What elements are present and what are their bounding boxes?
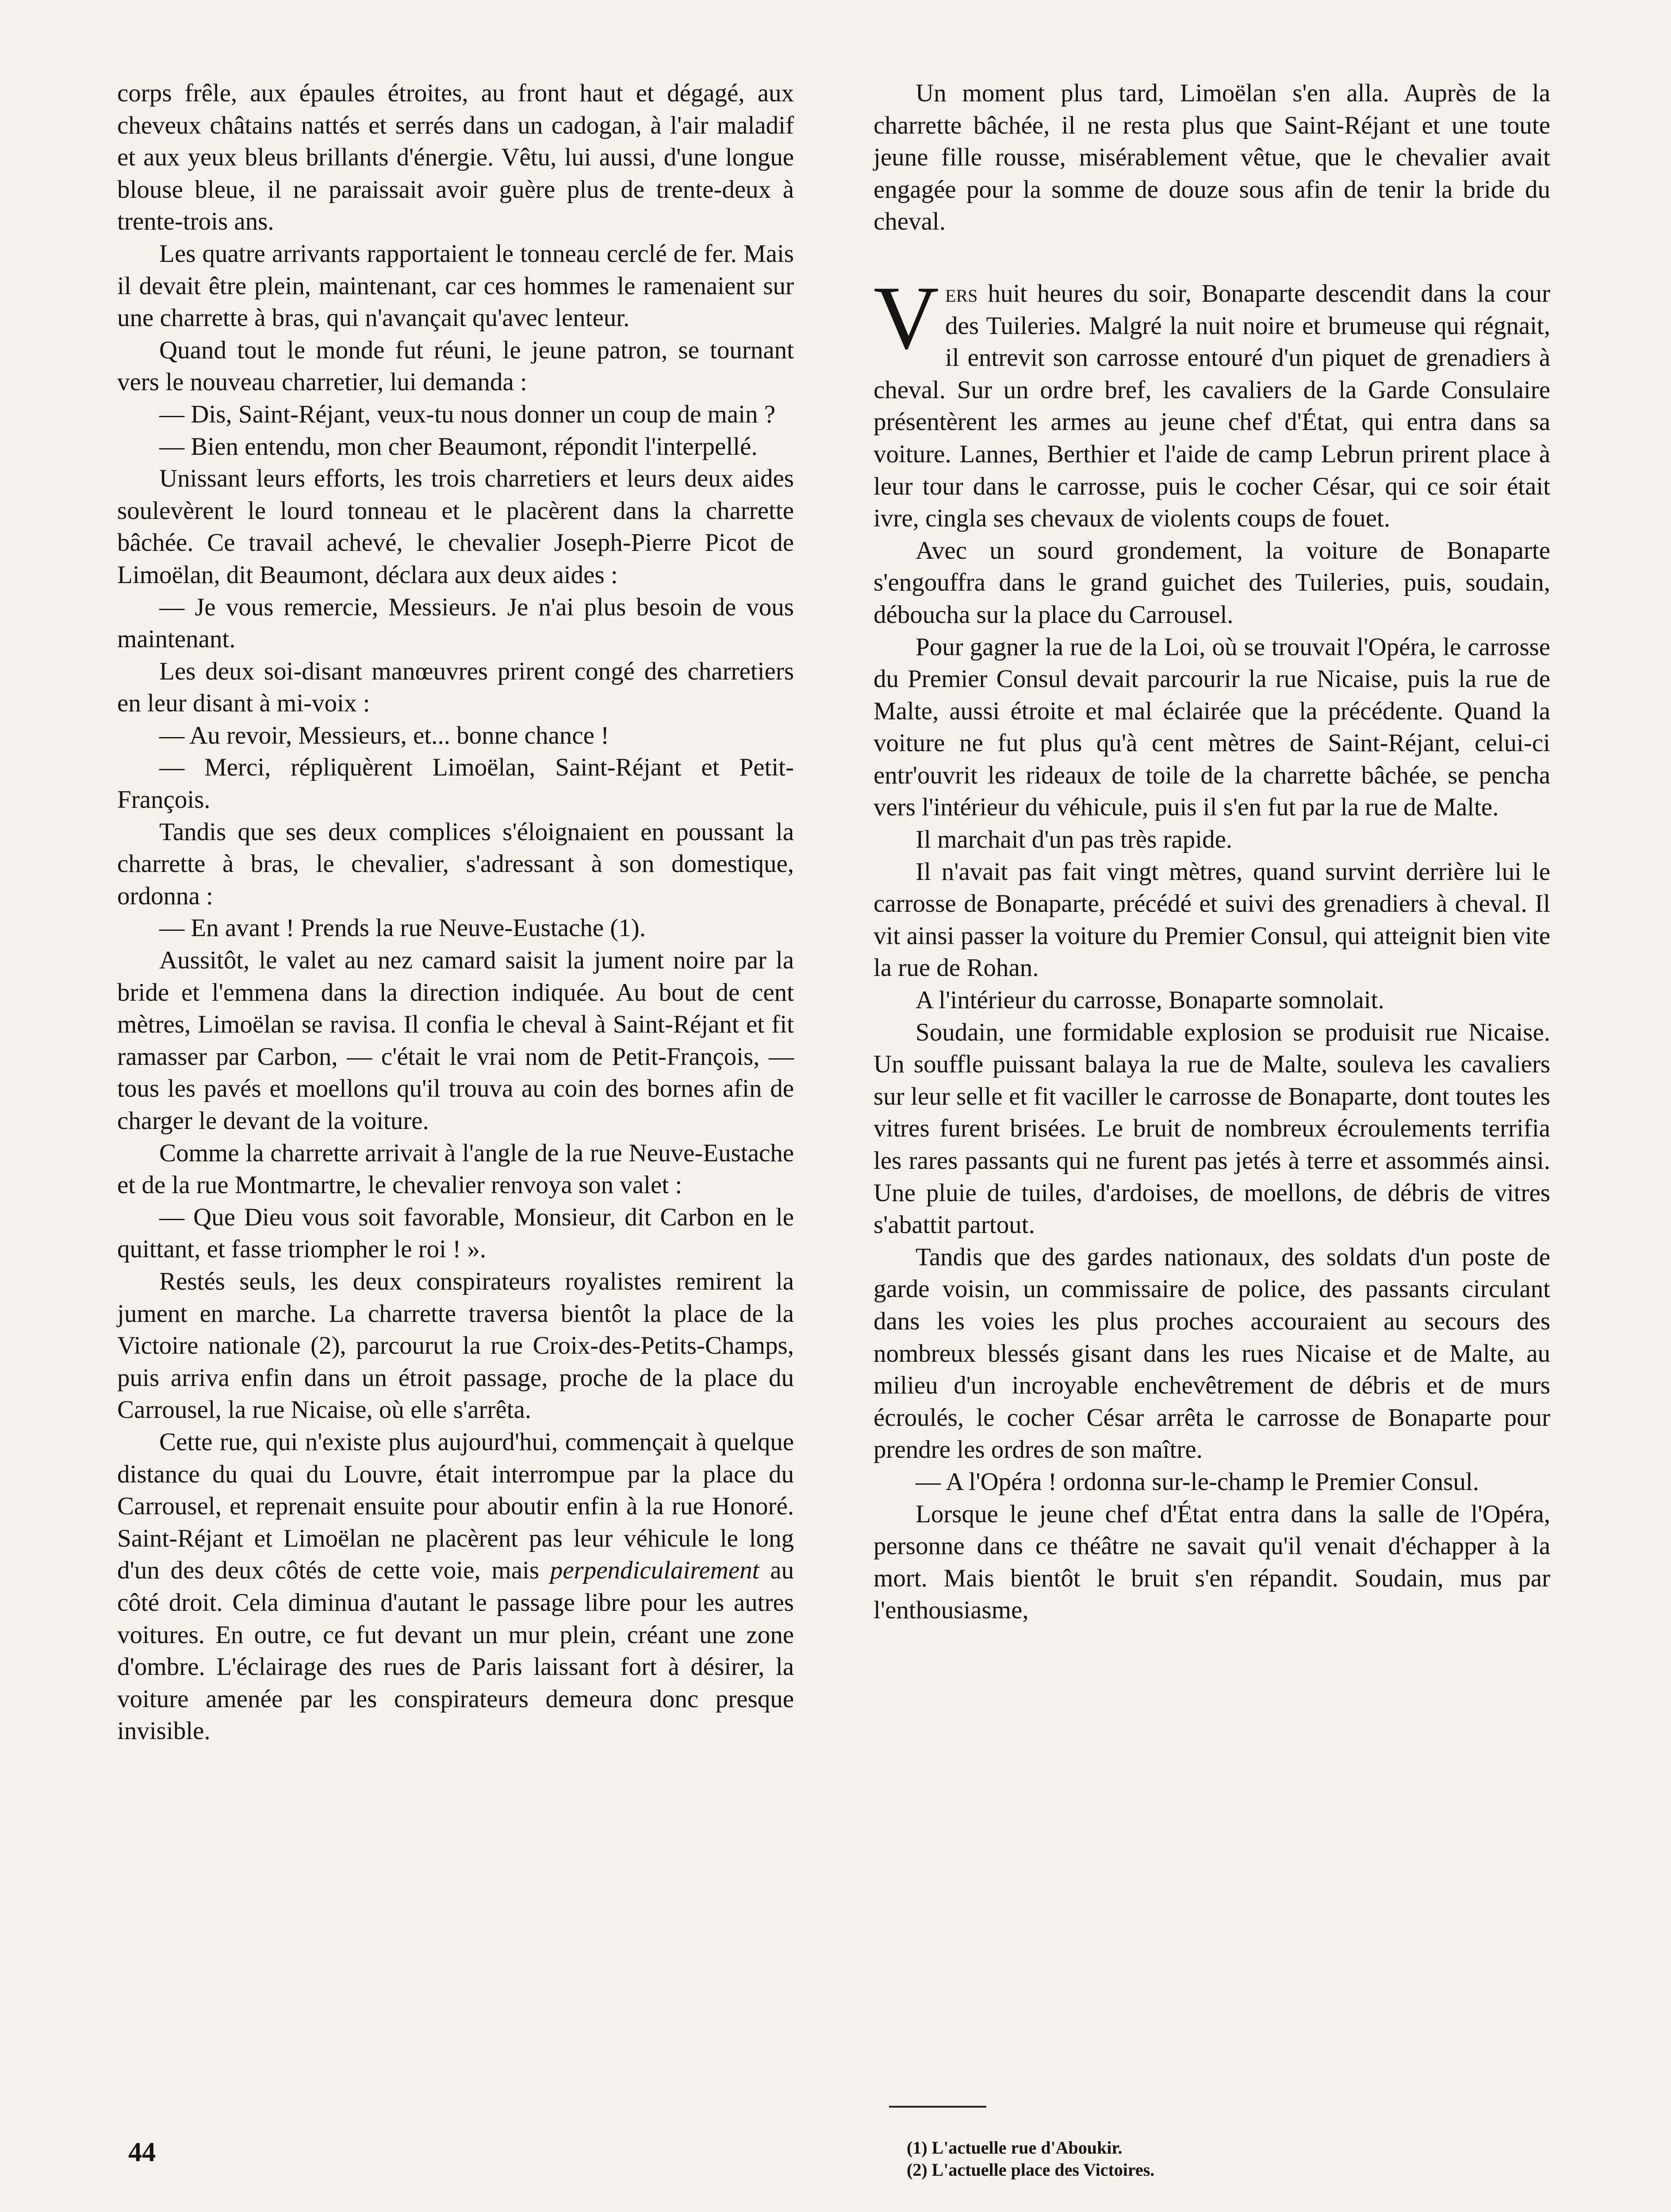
paragraph: Les deux soi-disant manœuvres prirent congé des charretiers en leur disant à mi-voix : <box>117 657 794 718</box>
footnote-divider <box>889 2106 986 2108</box>
italic-emphasis: perpendiculairement <box>550 1556 759 1585</box>
paragraph: Tandis que des gardes nationaux, des soldats d'un poste de garde voisin, un commissaire de police, des passants circulant dans les voies les plus proches accouraient au secours des nombreux blessés gisant dans les rues Nicaise et de Malte, au milieu d'un incroyable enchevêtrement de débris et de murs écroulés, le cocher César arrêta le carrosse de Bonaparte pour prendre les ordres de son maître. <box>874 1243 1550 1464</box>
paragraph: Aussitôt, le valet au nez camard saisit la jument noire par la bride et l'emmena dans la direction indiquée. Au bout de cent mètres, Limoëlan se ravisa. Il confia le cheval à Saint-Réjant et fit ramasser par Carbon, — c'était le vrai nom de Petit-François, — tous les pavés et moellons qu'il trouva au coin des bornes afin de charger le devant de la voiture. <box>117 946 794 1135</box>
dialogue-line: — Bien entendu, mon cher Beaumont, répondit l'interpellé. <box>159 432 758 461</box>
paragraph: corps frêle, aux épaules étroites, au front haut et dégagé, aux cheveux châtains nattés et serrés dans un cadogan, à l'air maladif et aux yeux bleus brillants d'énergie. Vêtu, lui aussi, d'une longue blouse bleue, il ne paraissait avoir guère plus de trente-deux à trente-trois ans. <box>117 79 794 236</box>
text-run: Cette rue, qui n'existe plus aujourd'hui, commençait à quelque distance du quai du Louvre, était interrompue par la place du Carrousel, et reprenait ensuite pour aboutir enfin à la rue Honoré. Saint-Réjant et Limoëlan ne placèrent pas leur véhicule le long d'un des deux côtés de cette voie, mais <box>117 1428 794 1585</box>
page-number: 44 <box>128 2137 156 2167</box>
dialogue-line: — A l'Opéra ! ordonna sur-le-champ le Premier Consul. <box>916 1467 1479 1496</box>
paragraph: Il marchait d'un pas très rapide. <box>916 826 1233 854</box>
left-text-column <box>117 77 794 1747</box>
footnote: (2) L'actuelle place des Victoires. <box>907 2160 1155 2180</box>
dialogue-line: — Que Dieu vous soit favorable, Monsieur, dit Carbon en le quittant, et fasse triompher le roi ! ». <box>117 1203 794 1263</box>
paragraph: Comme la charrette arrivait à l'angle de la rue Neuve-Eustache et de la rue Montmartre, le chevalier renvoya son valet : <box>117 1139 794 1199</box>
paragraph: Restés seuls, les deux conspirateurs royalistes remirent la jument en marche. La charrette traversa bientôt la place de la Victoire nationale (2), parcourut la rue Croix-des-Petits-Champs, puis arriva enfin dans un étroit passage, proche de la place du Carrousel, la rue Nicaise, où elle s'arrêta. <box>117 1267 794 1424</box>
drop-cap: V <box>874 267 939 368</box>
paragraph: Lorsque le jeune chef d'État entra dans la salle de l'Opéra, personne dans ce théâtre ne savait qu'il venait d'échapper à la mort. Mais bientôt le bruit s'en répandit. Soudain, mus par l'enthousiasme, <box>874 1500 1550 1624</box>
dialogue-line: — Au revoir, Messieurs, et... bonne chance ! <box>159 721 609 749</box>
dialogue-line: — Je vous remercie, Messieurs. Je n'ai plus besoin de vous maintenant. <box>117 593 794 653</box>
paragraph: A l'intérieur du carrosse, Bonaparte somnolait. <box>916 986 1384 1014</box>
paragraph: Quand tout le monde fut réuni, le jeune patron, se tournant vers le nouveau charretier, lui demanda : <box>117 336 794 396</box>
footnotes <box>907 2137 1154 2181</box>
footnote: (1) L'actuelle rue d'Aboukir. <box>907 2138 1123 2158</box>
paragraph: Tandis que ses deux complices s'éloignaient en poussant la charrette à bras, le chevalier, s'adressant à son domestique, ordonna : <box>117 818 794 910</box>
text-run: huit heures du soir, Bonaparte descendit dans la cour des Tuileries. Malgré la nuit noire et brumeuse qui régnait, il entrevit son carrosse entouré d'un piquet de grenadiers à cheval. Sur un ordre bref, les cavaliers de la Garde Consulaire présentèrent les armes au jeune chef d'État, qui entra dans sa voiture. Lannes, Berthier et l'aide de camp Lebrun prirent place à leur tour dans le carrosse, puis le cocher César, qui ce soir était ivre, cingla ses chevaux de violents coups de fouet. <box>874 279 1550 533</box>
paragraph: Pour gagner la rue de la Loi, où se trouvait l'Opéra, le carrosse du Premier Consul devait parcourir la rue Nicaise, puis la rue de Malte, aussi étroite et mal éclairée que la précédente. Quand la voiture ne fut plus qu'à cent mètres de Saint-Réjant, celui-ci entr'ouvrit les rideaux de toile de la charrette bâchée, se pencha vers l'intérieur du véhicule, puis il s'en fut par la rue de Malte. <box>874 633 1550 822</box>
right-text-column <box>874 77 1550 1627</box>
paragraph: Soudain, une formidable explosion se produisit rue Nicaise. Un souffle puissant balaya la rue de Malte, souleva les cavaliers sur leur selle et fit vaciller le carrosse de Bonaparte, dont toutes les vitres furent brisées. Le bruit de nombreux écroulements terrifia les rares passants qui ne furent pas jetés à terre et assommés ainsi. Une pluie de tuiles, d'ardoises, de moellons, de débris de vitres s'abattit partout. <box>874 1018 1550 1239</box>
section-opening-paragraph <box>874 267 1550 535</box>
paragraph: Il n'avait pas fait vingt mètres, quand survint derrière lui le carrosse de Bonaparte, précédé et suivi des grenadiers à cheval. Il vit ainsi passer la voiture du Premier Consul, qui atteignit bien vite la rue de Rohan. <box>874 857 1550 982</box>
dialogue-line: — Dis, Saint-Réjant, veux-tu nous donner un coup de main ? <box>159 400 776 428</box>
paragraph: Avec un sourd grondement, la voiture de Bonaparte s'engouffra dans le grand guichet des Tuileries, puis, soudain, déboucha sur la place du Carrousel. <box>874 536 1550 629</box>
small-caps-text: ers <box>945 279 978 307</box>
paragraph: Un moment plus tard, Limoëlan s'en alla. Auprès de la charrette bâchée, il ne resta plus que Saint-Réjant et une toute jeune fille rousse, misérablement vêtue, que le chevalier avait engagée pour la somme de douze sous afin de tenir la bride du cheval. <box>874 79 1550 236</box>
paragraph <box>117 1426 794 1747</box>
dialogue-line: — En avant ! Prends la rue Neuve-Eustache (1). <box>159 914 646 942</box>
text-run: au côté droit. Cela diminua d'autant le passage libre pour les autres voitures. En outre, ce fut devant un mur plein, créant une zone d'ombre. L'éclairage des rues de Paris laissant fort à désirer, la voiture amenée par les conspirateurs demeura donc presque invisible. <box>117 1556 794 1745</box>
paragraph: Les quatre arrivants rapportaient le tonneau cerclé de fer. Mais il devait être plein, maintenant, car ces hommes le ramenaient sur une charrette à bras, qui n'avançait qu'avec lenteur. <box>117 239 794 332</box>
dialogue-line: — Merci, répliquèrent Limoëlan, Saint-Réjant et Petit-François. <box>117 753 794 814</box>
paragraph: Unissant leurs efforts, les trois charretiers et leurs deux aides soulevèrent le lourd tonneau et le placèrent dans la charrette bâchée. Ce travail achevé, le chevalier Joseph-Pierre Picot de Limoëlan, dit Beaumont, déclara aux deux aides : <box>117 465 794 589</box>
